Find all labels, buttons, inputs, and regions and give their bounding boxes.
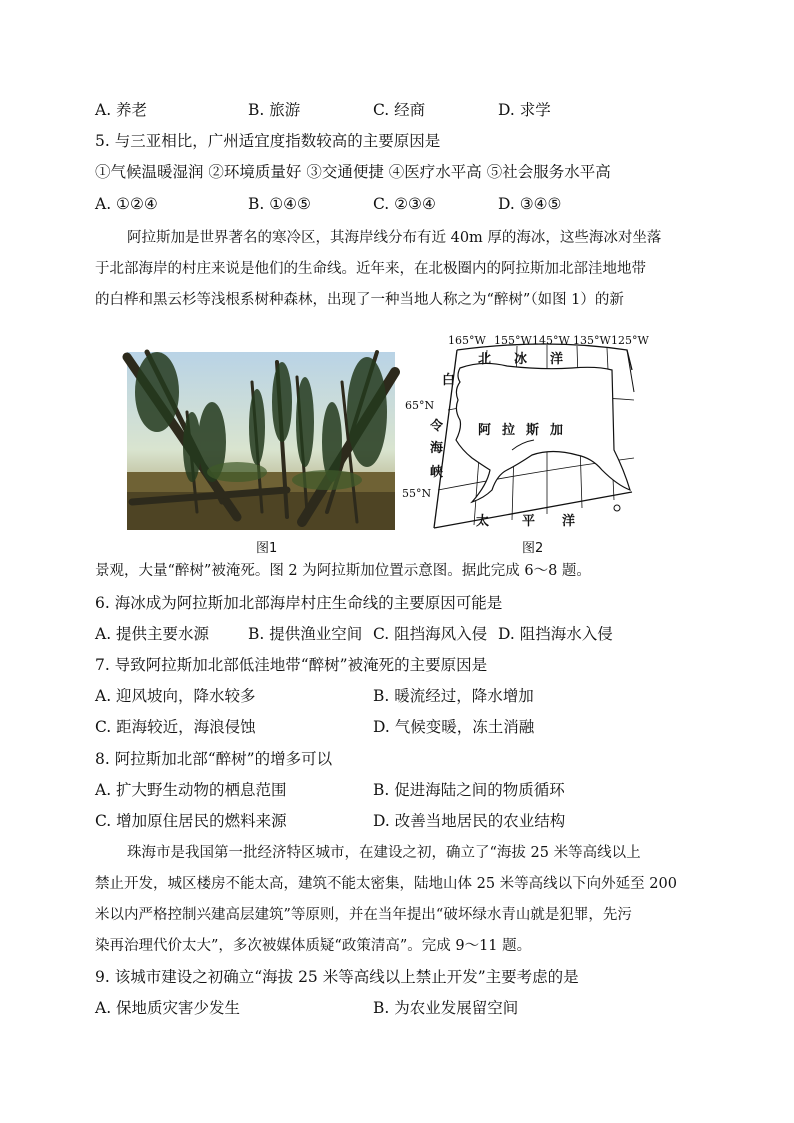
passage2-line1: 珠海市是我国第一批经济特区城市，在建设之初，确立了“海拔 25 米等高线以上 [127,845,641,861]
label-strait-4: 峡 [430,465,444,480]
label-pacific-3: 洋 [562,514,576,529]
q9-stem: 9. 该城市建设之初确立“海拔 25 米等高线以上禁止开发”主要考虑的是 [95,968,579,986]
q7-option-a: A. 迎风坡向，降水较多 [95,687,256,705]
q8-option-a: A. 扩大野生动物的栖息范围 [95,781,287,799]
q6-option-a: A. 提供主要水源 [95,625,210,643]
passage1-line4: 景观，大量“醉树”被淹死。图 2 为阿拉斯加位置示意图。据此完成 6～8 题。 [95,563,591,579]
label-arctic-2: 冰 [514,352,528,367]
drunken-trees-photo [127,352,395,530]
q4-option-d: D. 求学 [498,101,551,119]
alaska-location-map [402,330,662,540]
q5-option-d: D. ③④⑤ [498,195,562,213]
label-arctic-3: 洋 [550,352,564,367]
label-strait-1: 白 [442,373,456,388]
label-arctic-1: 北 [478,352,492,367]
label-strait-2: 令 [430,419,444,434]
q9-option-a: A. 保地质灾害少发生 [95,999,241,1017]
q7-stem: 7. 导致阿拉斯加北部低洼地带“醉树”被淹死的主要原因是 [95,656,488,674]
longitude-165w: 165°W [448,334,486,347]
label-pacific-2: 平 [522,514,536,529]
latitude-65n: 65°N [405,399,435,412]
passage1-line1: 阿拉斯加是世界著名的寒冷区，其海岸线分布有近 40m 厚的海冰，这些海冰对坐落 [127,230,662,246]
passage2-line3: 米以内严格控制兴建高层建筑”等原则，并在当年提出“破坏绿水青山就是犯罪，先污 [95,907,632,923]
label-alaska-4: 加 [550,423,564,438]
latitude-55n: 55°N [402,487,432,500]
q4-option-b: B. 旅游 [248,101,301,119]
q4-option-a: A. 养老 [95,101,148,119]
label-strait-3: 海 [430,441,444,456]
q7-option-d: D. 气候变暖，冻土消融 [373,718,535,736]
longitude-135w: 135°W [573,334,611,347]
label-alaska-2: 拉 [502,423,516,438]
longitude-125w: 125°W [611,334,649,347]
passage2-line2: 禁止开发，城区楼房不能太高，建筑不能太密集，陆地山体 25 米等高线以下向外延至 200 [95,876,677,892]
q6-option-c: C. 阻挡海风入侵 [373,625,488,643]
label-alaska-1: 阿 [478,423,492,438]
q7-option-b: B. 暖流经过，降水增加 [373,687,534,705]
passage1-line3: 的白桦和黑云杉等浅根系树种森林，出现了一种当地人称之为“醉树”（如图 1）的新 [95,292,624,308]
q5-option-c: C. ②③④ [373,195,436,213]
q6-stem: 6. 海冰成为阿拉斯加北部海岸村庄生命线的主要原因可能是 [95,594,503,612]
q5-items: ①气候温暖湿润 ②环境质量好 ③交通便捷 ④医疗水平高 ⑤社会服务水平高 [95,163,611,181]
q6-option-b: B. 提供渔业空间 [248,625,363,643]
longitude-145w: 145°W [532,334,570,347]
label-pacific-1: 太 [476,514,490,529]
q6-option-d: D. 阻挡海水入侵 [498,625,613,643]
q8-option-c: C. 增加原住居民的燃料来源 [95,812,287,830]
q8-option-b: B. 促进海陆之间的物质循环 [373,781,565,799]
q8-stem: 8. 阿拉斯加北部“醉树”的增多可以 [95,750,333,768]
passage2-line4: 染再治理代价太大”，多次被媒体质疑“政策清高”。完成 9～11 题。 [95,938,532,954]
q4-option-c: C. 经商 [373,101,426,119]
figure2-caption: 图2 [522,541,544,556]
figure1-caption: 图1 [256,541,278,556]
label-alaska-3: 斯 [526,423,540,438]
q5-stem: 5. 与三亚相比，广州适宜度指数较高的主要原因是 [95,132,441,150]
q7-option-c: C. 距海较近，海浪侵蚀 [95,718,256,736]
q8-option-d: D. 改善当地居民的农业结构 [373,812,566,830]
q5-option-a: A. ①②④ [95,195,158,213]
passage1-line2: 于北部海岸的村庄来说是他们的生命线。近年来，在北极圈内的阿拉斯加北部洼地地带 [95,261,646,277]
q9-option-b: B. 为农业发展留空间 [373,999,519,1017]
longitude-155w: 155°W [494,334,532,347]
q5-option-b: B. ①④⑤ [248,195,311,213]
